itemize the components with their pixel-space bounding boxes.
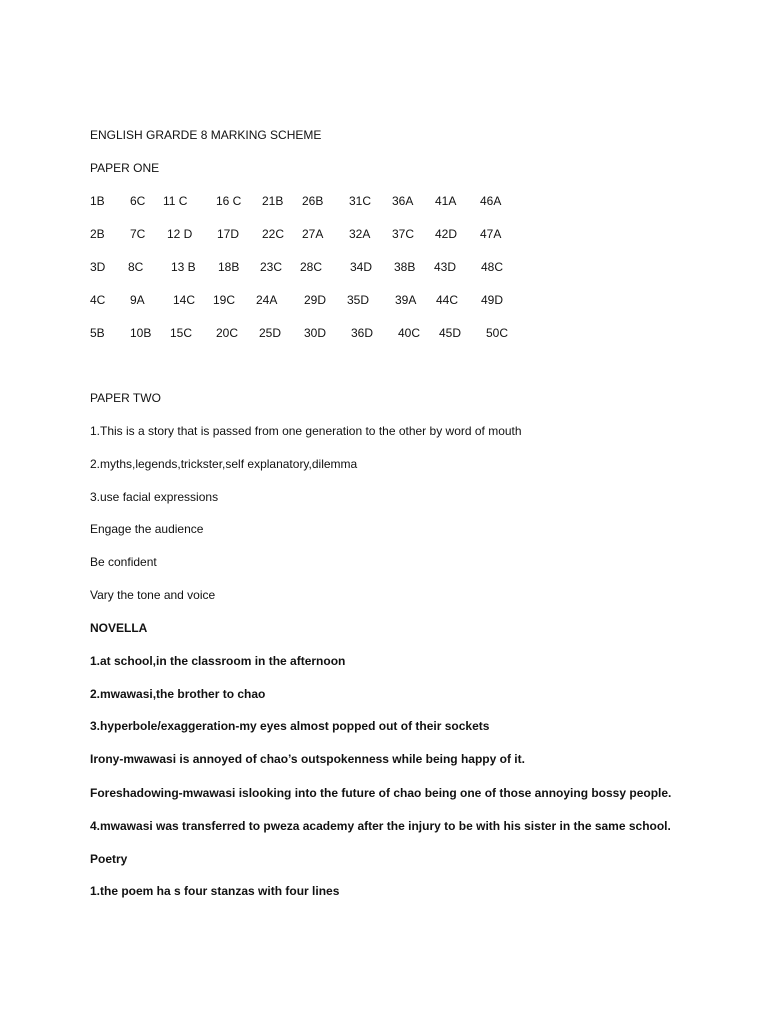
novella-answer: 4.mwawasi was transferred to pweza academy after the injury to be with his sister in the same school. <box>90 819 671 833</box>
answer-cell: 36A <box>392 194 414 208</box>
answer-cell: 23C <box>260 260 283 274</box>
answer-cell: 43D <box>434 260 457 274</box>
paper-two-answer: 2.myths,legends,trickster,self explanatory,dilemma <box>90 457 358 471</box>
paper-two-answer: Be confident <box>90 555 157 569</box>
answer-cell: 12 D <box>167 227 193 241</box>
answer-cell: 22C <box>262 227 285 241</box>
answer-cell: 34D <box>350 260 373 274</box>
answer-cell: 7C <box>130 227 146 241</box>
answer-cell: 5B <box>90 326 105 340</box>
answer-cell: 18B <box>218 260 240 274</box>
answer-cell: 31C <box>349 194 372 208</box>
answer-cell: 3D <box>90 260 106 274</box>
answer-cell: 50C <box>486 326 509 340</box>
answer-cell: 47A <box>480 227 502 241</box>
answer-cell: 1B <box>90 194 105 208</box>
paper-two-answer: 1.This is a story that is passed from one generation to the other by word of mouth <box>90 424 522 438</box>
novella-answer: Irony-mwawasi is annoyed of chao’s outspokenness while being happy of it. <box>90 752 525 766</box>
novella-heading: NOVELLA <box>90 621 148 635</box>
answer-cell: 17D <box>217 227 240 241</box>
document-title: ENGLISH GRARDE 8 MARKING SCHEME <box>90 128 322 142</box>
answer-cell: 40C <box>398 326 421 340</box>
answer-cell: 21B <box>262 194 284 208</box>
poetry-answer: 1.the poem ha s four stanzas with four lines <box>90 884 340 898</box>
answer-cell: 37C <box>392 227 415 241</box>
paper-two-heading: PAPER TWO <box>90 391 161 405</box>
answer-cell: 29D <box>304 293 327 307</box>
answer-cell: 25D <box>259 326 282 340</box>
paper-two-answer: Engage the audience <box>90 522 204 536</box>
novella-answer: 1.at school,in the classroom in the afternoon <box>90 654 346 668</box>
answer-cell: 49D <box>481 293 504 307</box>
answer-cell: 11 C <box>163 194 188 208</box>
answer-cell: 10B <box>130 326 152 340</box>
answer-cell: 27A <box>302 227 324 241</box>
answer-row <box>0 293 768 307</box>
answer-cell: 19C <box>213 293 236 307</box>
answer-cell: 36D <box>351 326 374 340</box>
novella-answer: Foreshadowing-mwawasi islooking into the future of chao being one of those annoying bossy people. <box>90 786 672 800</box>
answer-cell: 35D <box>347 293 370 307</box>
answer-cell: 6C <box>130 194 146 208</box>
paper-one-heading: PAPER ONE <box>90 161 160 175</box>
answer-cell: 45D <box>439 326 462 340</box>
answer-cell: 42D <box>435 227 458 241</box>
paper-two-answer: Vary the tone and voice <box>90 588 216 602</box>
answer-row <box>0 194 768 208</box>
answer-cell: 46A <box>480 194 502 208</box>
answer-row <box>0 326 768 340</box>
answer-cell: 20C <box>216 326 239 340</box>
answer-cell: 41A <box>435 194 457 208</box>
answer-cell: 48C <box>481 260 504 274</box>
novella-answer: 3.hyperbole/exaggeration-my eyes almost popped out of their sockets <box>90 719 490 733</box>
answer-cell: 26B <box>302 194 324 208</box>
answer-cell: 4C <box>90 293 106 307</box>
answer-cell: 28C <box>300 260 323 274</box>
answer-cell: 8C <box>128 260 144 274</box>
paper-two-answer: 3.use facial expressions <box>90 490 219 504</box>
answer-cell: 14C <box>173 293 196 307</box>
answer-row <box>0 227 768 241</box>
answer-cell: 15C <box>170 326 193 340</box>
answer-row <box>0 260 768 274</box>
answer-cell: 24A <box>256 293 278 307</box>
answer-cell: 2B <box>90 227 105 241</box>
novella-answer: 2.mwawasi,the brother to chao <box>90 687 266 701</box>
answer-cell: 30D <box>304 326 327 340</box>
poetry-heading: Poetry <box>90 852 128 866</box>
answer-cell: 16 C <box>216 194 242 208</box>
answer-cell: 38B <box>394 260 416 274</box>
answer-cell: 9A <box>130 293 145 307</box>
answer-cell: 44C <box>436 293 459 307</box>
answer-cell: 39A <box>395 293 417 307</box>
answer-cell: 13 B <box>171 260 196 274</box>
answer-cell: 32A <box>349 227 371 241</box>
